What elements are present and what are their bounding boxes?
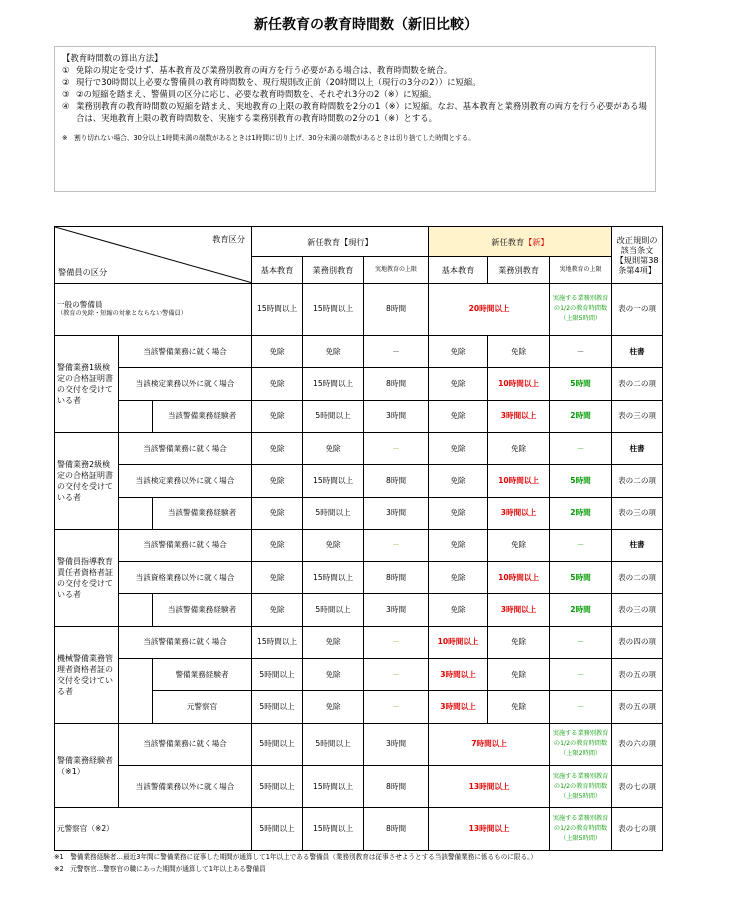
cell-new-onsite: 5時間	[550, 465, 612, 497]
cell-new-merged: 13時間以上	[429, 808, 550, 851]
cell-new-basic: 免除	[429, 562, 488, 594]
cell-condition: 元警察官	[153, 691, 252, 723]
cell-business: 5時間以上	[303, 723, 364, 765]
method-item-number: ④	[62, 101, 70, 111]
cell-new-onsite: 実施する業務別教育の1/2の教育時間数（上限5時間）	[550, 283, 612, 336]
table-row	[55, 562, 663, 594]
cell-new-onsite: －	[550, 529, 612, 561]
cell-onsite: 3時間	[364, 594, 429, 626]
cell-new-onsite: －	[550, 626, 612, 658]
indent-spacer	[119, 400, 153, 432]
cell-condition: 当該検定業務以外に就く場合	[119, 368, 252, 400]
cell-condition: 当該資格業務以外に就く場合	[119, 562, 252, 594]
cell-onsite: －	[364, 432, 429, 464]
table-row	[55, 465, 663, 497]
cell-onsite: 8時間	[364, 368, 429, 400]
cell-onsite: 8時間	[364, 465, 429, 497]
table-row	[55, 626, 663, 658]
business-header: 業務別教育	[303, 257, 364, 283]
article-header: 改正規則の該当条文【規則第38条第4項】	[612, 227, 663, 284]
new-header-tag: 【新】	[524, 236, 549, 247]
table-row	[55, 283, 663, 336]
cell-new-basic: 3時間以上	[429, 659, 488, 691]
cell-business: 5時間以上	[303, 497, 364, 529]
indent-spacer	[119, 497, 153, 529]
cell-new-onsite: 2時間	[550, 594, 612, 626]
cell-new-business: 免除	[488, 626, 550, 658]
method-item-text: ②の短縮を踏まえ、警備員の区分に応じ、必要な教育時間数を、それぞれ3分の2（※）に短縮。	[76, 89, 437, 99]
table-row	[55, 400, 663, 432]
method-item	[62, 100, 648, 124]
cell-basic: 5時間以上	[252, 691, 303, 723]
cell-new-business: 10時間以上	[488, 562, 550, 594]
method-item-text: 現行で30時間以上必要な警備員の教育時間数を、現行規則改正前（20時間以上（現行の3分の2））に短縮。	[76, 77, 481, 87]
method-item-text: 免除の規定を受けず、基本教育及び業務別教育の両方を行う必要がある場合は、教育時間数を統合。	[76, 65, 453, 75]
table-row	[55, 594, 663, 626]
cell-new-business: 10時間以上	[488, 465, 550, 497]
cell-new-basic: 免除	[429, 594, 488, 626]
cell-onsite: 3時間	[364, 723, 429, 765]
cell-condition: 当該警備業務に就く場合	[119, 723, 252, 765]
table-row	[55, 659, 663, 691]
cell-condition: 当該検定業務以外に就く場合	[119, 465, 252, 497]
cell-onsite: 3時間	[364, 497, 429, 529]
indent-spacer	[119, 659, 153, 691]
basic-new-header: 基本教育	[429, 257, 488, 283]
cell-condition: 当該警備業務に就く場合	[119, 336, 252, 368]
cell-business: 5時間以上	[303, 594, 364, 626]
cell-article: 表の七の項	[612, 766, 663, 808]
cell-article: 表の五の項	[612, 659, 663, 691]
cell-new-basic: 免除	[429, 432, 488, 464]
cell-condition: 当該警備業務に就く場合	[119, 626, 252, 658]
cell-onsite: 8時間	[364, 562, 429, 594]
cell-new-business: 免除	[488, 659, 550, 691]
general-guard-label	[55, 283, 252, 336]
method-note: ※ 割り切れない場合、30分以上1時間未満の端数があるときは1時間に切り上げ、30分未満の端数があるときは切り捨てした時間とする。	[62, 134, 475, 142]
table-row	[55, 766, 663, 808]
cell-new-business: 免除	[488, 529, 550, 561]
cell-basic: 免除	[252, 400, 303, 432]
cell-business: 免除	[303, 691, 364, 723]
cell-new-onsite: 5時間	[550, 562, 612, 594]
cell-basic: 免除	[252, 465, 303, 497]
cell-new-onsite: 実施する業務別教育の1/2の教育時間数（上限2時間）	[550, 723, 612, 765]
basic-header: 基本教育	[252, 257, 303, 283]
cell-business: 5時間以上	[303, 400, 364, 432]
cell-condition: 警備業務経験者	[153, 659, 252, 691]
cell-onsite: 3時間	[364, 400, 429, 432]
cell-article: 柱書	[612, 336, 663, 368]
cell-basic: 15時間以上	[252, 626, 303, 658]
comparison-table	[54, 226, 663, 851]
cell-article: 表の二の項	[612, 465, 663, 497]
cell-new-onsite: －	[550, 691, 612, 723]
cell-new-basic: 免除	[429, 400, 488, 432]
cell-new-basic: 10時間以上	[429, 626, 488, 658]
edu-category-label: 教育区分	[212, 234, 246, 244]
onsite-new-header: 実地教育の上限	[550, 257, 612, 283]
footnotes	[54, 853, 664, 877]
indent-spacer	[119, 594, 153, 626]
cell-basic: 5時間以上	[252, 723, 303, 765]
method-item	[62, 88, 648, 100]
cell-onsite: 8時間	[364, 766, 429, 808]
cell-new-onsite: 実施する業務別教育の1/2の教育時間数（上限5時間）	[550, 808, 612, 851]
cell-onsite: －	[364, 659, 429, 691]
method-item	[62, 64, 648, 76]
new-header	[429, 227, 612, 257]
calculation-method-box	[54, 46, 656, 192]
cell-onsite: －	[364, 529, 429, 561]
cell-new-basic: 3時間以上	[429, 691, 488, 723]
general-guard-sub: （教育の免除・短縮の対象とならない警備員）	[57, 310, 187, 318]
general-guard-title: 一般の警備員	[57, 300, 103, 310]
cell-basic: 免除	[252, 336, 303, 368]
onsite-header: 実地教育の上限	[364, 257, 429, 283]
page-title: 新任教育の教育時間数（新旧比較）	[254, 17, 478, 33]
group-label: 警備業務1級検定の合格証明書の交付を受けている者	[55, 336, 119, 433]
header-diagonal-cell	[55, 227, 252, 284]
cell-new-onsite: 2時間	[550, 497, 612, 529]
cell-condition: 当該警備業務に就く場合	[119, 432, 252, 464]
cell-new-onsite: －	[550, 336, 612, 368]
cell-article: 表の四の項	[612, 626, 663, 658]
cell-article: 表の二の項	[612, 562, 663, 594]
cell-new-business: 3時間以上	[488, 400, 550, 432]
group-label: 警備員指導教育責任者資格者証の交付を受けている者	[55, 529, 119, 626]
cell-new-business: 3時間以上	[488, 497, 550, 529]
cell-business: 15時間以上	[303, 766, 364, 808]
cell-basic: 免除	[252, 497, 303, 529]
header-row	[55, 227, 663, 257]
cell-article: 柱書	[612, 529, 663, 561]
cell-business: 15時間以上	[303, 562, 364, 594]
cell-new-business: 免除	[488, 336, 550, 368]
cell-new-basic: 免除	[429, 465, 488, 497]
cell-article: 表の一の項	[612, 283, 663, 336]
cell-business: 免除	[303, 529, 364, 561]
cell-onsite: －	[364, 691, 429, 723]
cell-business: 免除	[303, 336, 364, 368]
cell-business: 免除	[303, 432, 364, 464]
table-row	[55, 336, 663, 368]
cell-basic: 5時間以上	[252, 808, 303, 851]
cell-article: 表の二の項	[612, 368, 663, 400]
cell-onsite: －	[364, 626, 429, 658]
method-item-number: ②	[62, 77, 70, 87]
cell-new-basic: 免除	[429, 529, 488, 561]
method-item-text: 業務別教育の教育時間数の短縮を踏まえ、実地教育の上限の教育時間数を2分の1（※）に短縮。なお、基本教育と業務別教育の両方を行う必要がある場合は、実地教育上限の教育時間数を、実施する業務別教育の教育時間数の2分の1（※）とする。	[76, 101, 647, 123]
cell-new-onsite: 実施する業務別教育の1/2の教育時間数（上限5時間）	[550, 766, 612, 808]
cell-basic: 免除	[252, 432, 303, 464]
cell-new-merged: 20時間以上	[429, 283, 550, 336]
former-police-label: 元警察官（※2）	[55, 808, 252, 851]
cell-article: 柱書	[612, 432, 663, 464]
cell-condition: 当該警備業務に就く場合	[119, 529, 252, 561]
cell-business: 15時間以上	[303, 368, 364, 400]
cell-business: 免除	[303, 626, 364, 658]
cell-business: 免除	[303, 659, 364, 691]
footnote: ※1 警備業務経験者…最近3年間に警備業務に従事した期間が通算して1年以上である警備員（業務別教育は従事させようとする当該警備業務に係るものに限る。）	[54, 853, 537, 861]
cell-article: 表の三の項	[612, 594, 663, 626]
cell-new-business: 3時間以上	[488, 594, 550, 626]
cell-new-merged: 13時間以上	[429, 766, 550, 808]
table-row	[55, 691, 663, 723]
cell-onsite: 8時間	[364, 808, 429, 851]
cell-new-onsite: －	[550, 432, 612, 464]
group-label: 機械警備業務管理者資格者証の交付を受けている者	[55, 626, 119, 723]
current-header: 新任教育【現行】	[252, 227, 429, 257]
cell-new-basic: 免除	[429, 368, 488, 400]
cell-article: 表の七の項	[612, 808, 663, 851]
cell-basic: 5時間以上	[252, 659, 303, 691]
table-row	[55, 723, 663, 765]
group-label: 警備業務経験者（※1）	[55, 723, 119, 808]
method-item	[62, 76, 648, 88]
group-label: 警備業務2級検定の合格証明書の交付を受けている者	[55, 432, 119, 529]
indent-spacer	[119, 691, 153, 723]
cell-condition: 当該警備業務経験者	[153, 594, 252, 626]
cell-article: 表の三の項	[612, 400, 663, 432]
cell-basic: 15時間以上	[252, 283, 303, 336]
cell-business: 15時間以上	[303, 283, 364, 336]
cell-article: 表の三の項	[612, 497, 663, 529]
cell-business: 15時間以上	[303, 465, 364, 497]
cell-new-business: 免除	[488, 432, 550, 464]
cell-article: 表の五の項	[612, 691, 663, 723]
cell-new-merged: 7時間以上	[429, 723, 550, 765]
cell-new-business: 免除	[488, 691, 550, 723]
cell-business: 15時間以上	[303, 808, 364, 851]
cell-condition: 当該警備業務経験者	[153, 400, 252, 432]
table-row	[55, 432, 663, 464]
business-new-header: 業務別教育	[488, 257, 550, 283]
method-item-number: ①	[62, 65, 70, 75]
guard-category-label: 警備員の区分	[58, 266, 108, 277]
cell-basic: 免除	[252, 562, 303, 594]
table-row	[55, 808, 663, 851]
cell-basic: 免除	[252, 529, 303, 561]
method-heading: 【教育時間数の算出方法】	[62, 53, 163, 63]
cell-article: 表の六の項	[612, 723, 663, 765]
cell-new-onsite: －	[550, 659, 612, 691]
cell-new-onsite: 5時間	[550, 368, 612, 400]
cell-basic: 免除	[252, 368, 303, 400]
table-row	[55, 497, 663, 529]
cell-new-basic: 免除	[429, 497, 488, 529]
cell-onsite: 8時間	[364, 283, 429, 336]
cell-new-business: 10時間以上	[488, 368, 550, 400]
cell-onsite: －	[364, 336, 429, 368]
table-row	[55, 368, 663, 400]
cell-condition: 当該警備業務以外に就く場合	[119, 766, 252, 808]
cell-new-onsite: 2時間	[550, 400, 612, 432]
footnote: ※2 元警察官…警察官の職にあった期間が通算して1年以上ある警備員	[54, 865, 266, 873]
new-header-prefix: 新任教育	[491, 236, 525, 247]
cell-basic: 免除	[252, 594, 303, 626]
cell-new-basic: 免除	[429, 336, 488, 368]
table-row	[55, 529, 663, 561]
method-item-number: ③	[62, 89, 70, 99]
cell-condition: 当該警備業務経験者	[153, 497, 252, 529]
cell-basic: 5時間以上	[252, 766, 303, 808]
